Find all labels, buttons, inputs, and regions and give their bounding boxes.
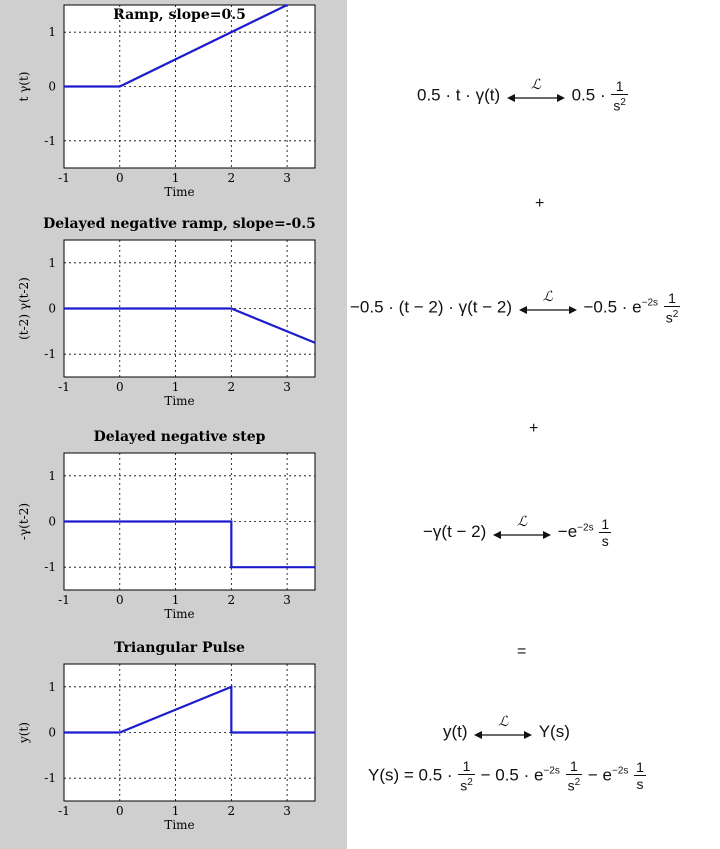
y-axis-label: (t-2) γ(t-2): [17, 277, 31, 340]
exponent: −2s: [612, 765, 629, 777]
equation-delayed-ramp: [350, 290, 681, 326]
charts-canvas: [0, 0, 347, 849]
y-tick-label: -1: [44, 133, 56, 148]
y-tick-label: 1: [48, 25, 56, 40]
equation-term: − e: [587, 765, 612, 785]
numerator: 1: [566, 758, 583, 775]
denominator: s: [636, 776, 644, 793]
denominator: $s^2$: [665, 309, 679, 326]
laplace-arrow: [519, 288, 577, 317]
equation-ramp: [417, 78, 629, 114]
laplace-arrow: [493, 513, 551, 542]
x-tick-label: 0: [115, 593, 124, 607]
exponent: −2s: [577, 522, 594, 534]
x-tick-label: 0: [115, 171, 124, 185]
numerator: 1: [458, 758, 475, 775]
y-tick-label: -1: [44, 347, 56, 362]
equation-lhs: −0.5 · (t − 2) · γ(t − 2): [350, 297, 513, 317]
equation-delayed-step: [423, 513, 612, 549]
x-tick-label: -1: [58, 171, 70, 185]
chart-title: Ramp, slope=0.5: [113, 7, 246, 23]
y-tick-label: 0: [48, 301, 56, 316]
equation-lhs: Y(s) = 0.5 ·: [368, 765, 453, 785]
x-tick-label: 2: [227, 380, 236, 394]
y-axis-label: -γ(t-2): [17, 502, 31, 541]
numerator: 1: [636, 759, 644, 776]
equation-lhs: y(t): [443, 722, 468, 741]
equation-lhs: −γ(t − 2): [423, 521, 487, 541]
laplace-symbol: ℒ: [530, 76, 541, 93]
x-axis-label: Time: [164, 185, 195, 199]
x-tick-label: 2: [227, 804, 236, 818]
x-tick-label: 0: [115, 380, 124, 394]
exponent: −2s: [543, 765, 560, 777]
equation-rhs: Y(s): [538, 722, 570, 741]
x-axis-label: Time: [164, 818, 195, 832]
denominator: $s^2$: [460, 777, 473, 794]
chart-title: Triangular Pulse: [114, 640, 245, 656]
equals-sign: =: [517, 643, 527, 660]
x-tick-label: 1: [171, 171, 180, 185]
numerator: 1: [601, 516, 610, 532]
y-tick-label: 1: [48, 468, 56, 483]
y-tick-label: 0: [48, 514, 56, 529]
laplace-symbol: ℒ: [542, 288, 553, 305]
x-axis-label: Time: [164, 394, 195, 408]
laplace-symbol: ℒ: [498, 713, 509, 730]
fraction: [566, 758, 583, 794]
x-tick-label: 3: [283, 593, 291, 607]
y-axis-label: y(t): [17, 722, 31, 743]
equation-result: [368, 758, 647, 794]
y-tick-label: -1: [44, 560, 56, 575]
fraction: [599, 516, 611, 549]
equation-term: − 0.5 · e: [480, 765, 544, 785]
laplace-arrow: [507, 76, 565, 105]
y-tick-label: 0: [48, 79, 56, 94]
x-tick-label: 1: [171, 380, 180, 394]
equation-rhs: −e: [557, 521, 578, 541]
x-tick-label: 2: [227, 171, 236, 185]
y-tick-label: 0: [48, 725, 56, 740]
plus-sign: +: [529, 420, 539, 437]
x-tick-label: -1: [58, 380, 70, 394]
fraction: [611, 78, 628, 114]
equation-rhs: −0.5 · e: [583, 297, 642, 317]
chart-title: Delayed negative ramp, slope=-0.5: [43, 216, 316, 232]
equation-rhs: 0.5 ·: [571, 85, 606, 105]
equation-pair: [443, 713, 570, 742]
fraction: [664, 290, 681, 326]
fraction: [458, 758, 475, 794]
y-tick-label: -1: [44, 771, 56, 786]
denominator: s: [601, 533, 609, 549]
x-tick-label: 1: [171, 593, 180, 607]
chart-title: Delayed negative step: [93, 429, 266, 445]
exponent: −2s: [641, 297, 659, 309]
numerator: 1: [664, 290, 681, 307]
numerator: 1: [611, 78, 628, 95]
x-tick-label: 0: [115, 804, 124, 818]
equation-lhs: 0.5 · t · γ(t): [417, 85, 501, 105]
plus-sign: +: [535, 195, 545, 212]
laplace-symbol: ℒ: [517, 513, 528, 530]
x-tick-label: 3: [283, 171, 291, 185]
denominator: $s^2$: [613, 97, 626, 114]
x-axis-label: Time: [164, 607, 195, 621]
x-tick-label: -1: [58, 804, 70, 818]
fraction: [634, 759, 646, 792]
denominator: $s^2$: [567, 777, 581, 794]
x-tick-label: 3: [283, 804, 291, 818]
y-axis-label: t γ(t): [17, 71, 31, 102]
x-tick-label: 2: [227, 593, 236, 607]
y-tick-label: 1: [48, 255, 56, 270]
y-tick-label: 1: [48, 679, 56, 694]
laplace-arrow: [474, 713, 532, 742]
x-tick-label: 1: [171, 804, 180, 818]
x-tick-label: -1: [58, 593, 70, 607]
x-tick-label: 3: [283, 380, 291, 394]
